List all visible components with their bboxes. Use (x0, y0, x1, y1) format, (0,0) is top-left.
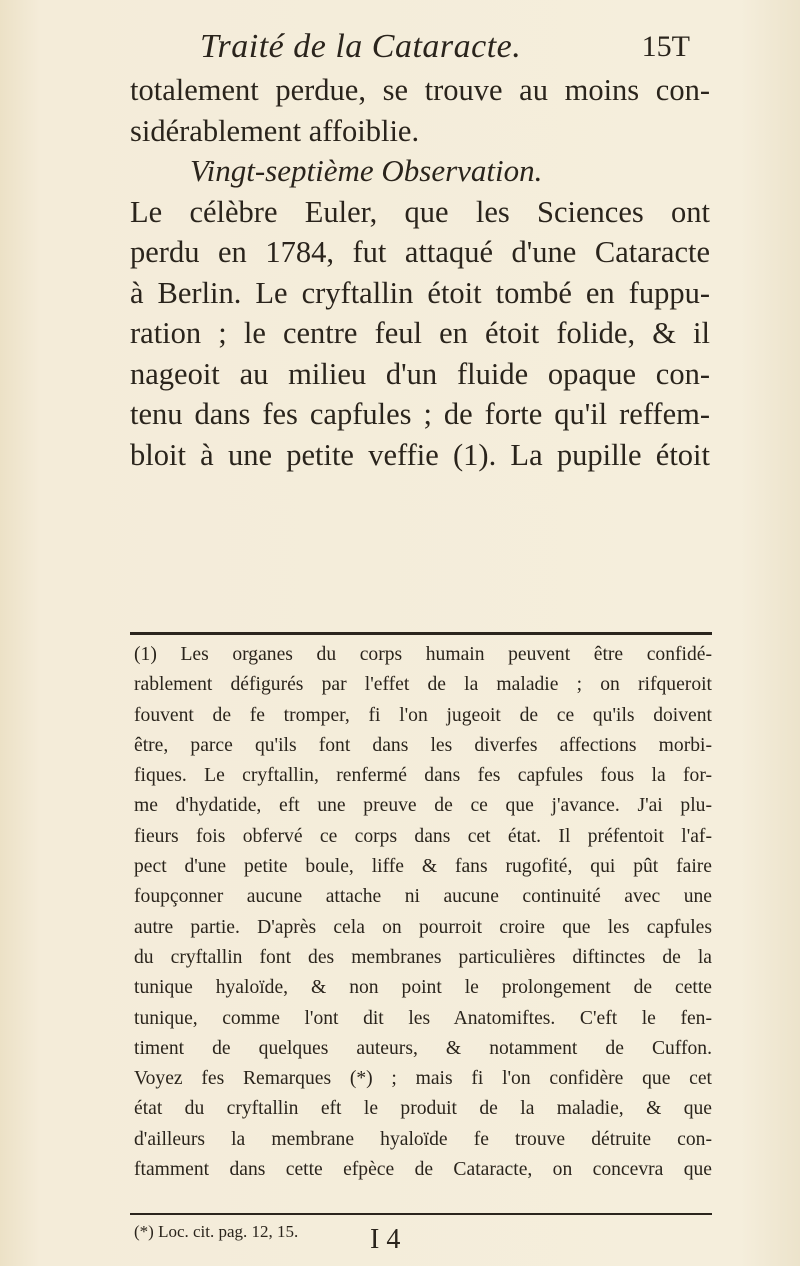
footnote-block (134, 640, 712, 1185)
text-line: nageoit au milieu d'un fluide opaque con- (130, 356, 710, 391)
note-line: foupçonner aucune attache ni aucune continuité avec une (134, 886, 712, 908)
text-line: bloit à une petite veffie (1). La pupille étoit (130, 437, 710, 472)
main-text (130, 70, 710, 475)
signature-mark: I 4 (370, 1224, 401, 1255)
page-number: 15T (641, 30, 690, 63)
reference-footnote: (*) Loc. cit. pag. 12, 15. (134, 1222, 299, 1241)
text-line: à Berlin. Le cryftallin étoit tombé en fuppu- (130, 275, 710, 310)
note-line: (1) Les organes du corps humain peuvent être confidé- (134, 644, 712, 665)
running-title: Traité de la Cataracte. (200, 28, 522, 65)
note-line: d'ailleurs la membrane hyaloïde fe trouve détruite con- (134, 1128, 712, 1150)
secondary-footnote-rule (130, 1213, 712, 1215)
note-line: être, parce qu'ils font dans les diverfes affections morbi- (134, 734, 712, 756)
footnote-rule (130, 632, 712, 635)
text-line: perdu en 1784, fut attaqué d'une Cataracte (130, 235, 710, 269)
note-line: fieurs fois obfervé ce corps dans cet état. Il préfentoit l'af- (134, 825, 712, 847)
note-line: fiques. Le cryftallin, renfermé dans fes capfules fous la for- (134, 765, 712, 787)
text-line: tenu dans fes capfules ; de forte qu'il reffem- (130, 397, 710, 431)
note-line: pect d'une petite boule, liffe & fans rugofité, qui pût faire (134, 856, 712, 878)
text-line: sidérablement affoiblie. (130, 113, 420, 148)
note-line: Voyez fes Remarques (*) ; mais fi l'on confidère que cet (134, 1068, 712, 1090)
note-line: fouvent de fe tromper, fi l'on jugeoit de ce qu'ils doivent (134, 704, 712, 726)
note-line: du cryftallin font des membranes particulières diftinctes de la (134, 946, 712, 968)
note-line: timent de quelques auteurs, & notamment de Cuffon. (134, 1037, 712, 1059)
text-line: ration ; le centre feul en étoit folide, & il (130, 316, 710, 350)
note-line: tunique, comme l'ont dit les Anatomiftes. C'eft le fen- (134, 1007, 712, 1029)
note-line: rablement défigurés par l'effet de la maladie ; on rifqueroit (134, 674, 712, 696)
note-line: me d'hydatide, eft une preuve de ce que j'avance. J'ai plu- (134, 795, 712, 817)
text-line: totalement perdue, se trouve au moins con- (130, 73, 710, 107)
note-line: état du cryftallin eft le produit de la maladie, & que (134, 1098, 712, 1120)
text-line: Le célèbre Euler, que les Sciences ont (130, 194, 710, 229)
note-line: autre partie. D'après cela on pourroit croire que les capfules (134, 916, 712, 938)
observation-heading: Vingt-septième Observation. (190, 153, 543, 188)
note-line: ftamment dans cette efpèce de Cataracte, on concevra que (134, 1159, 712, 1181)
note-line: tunique hyaloïde, & non point le prolongement de cette (134, 977, 712, 999)
